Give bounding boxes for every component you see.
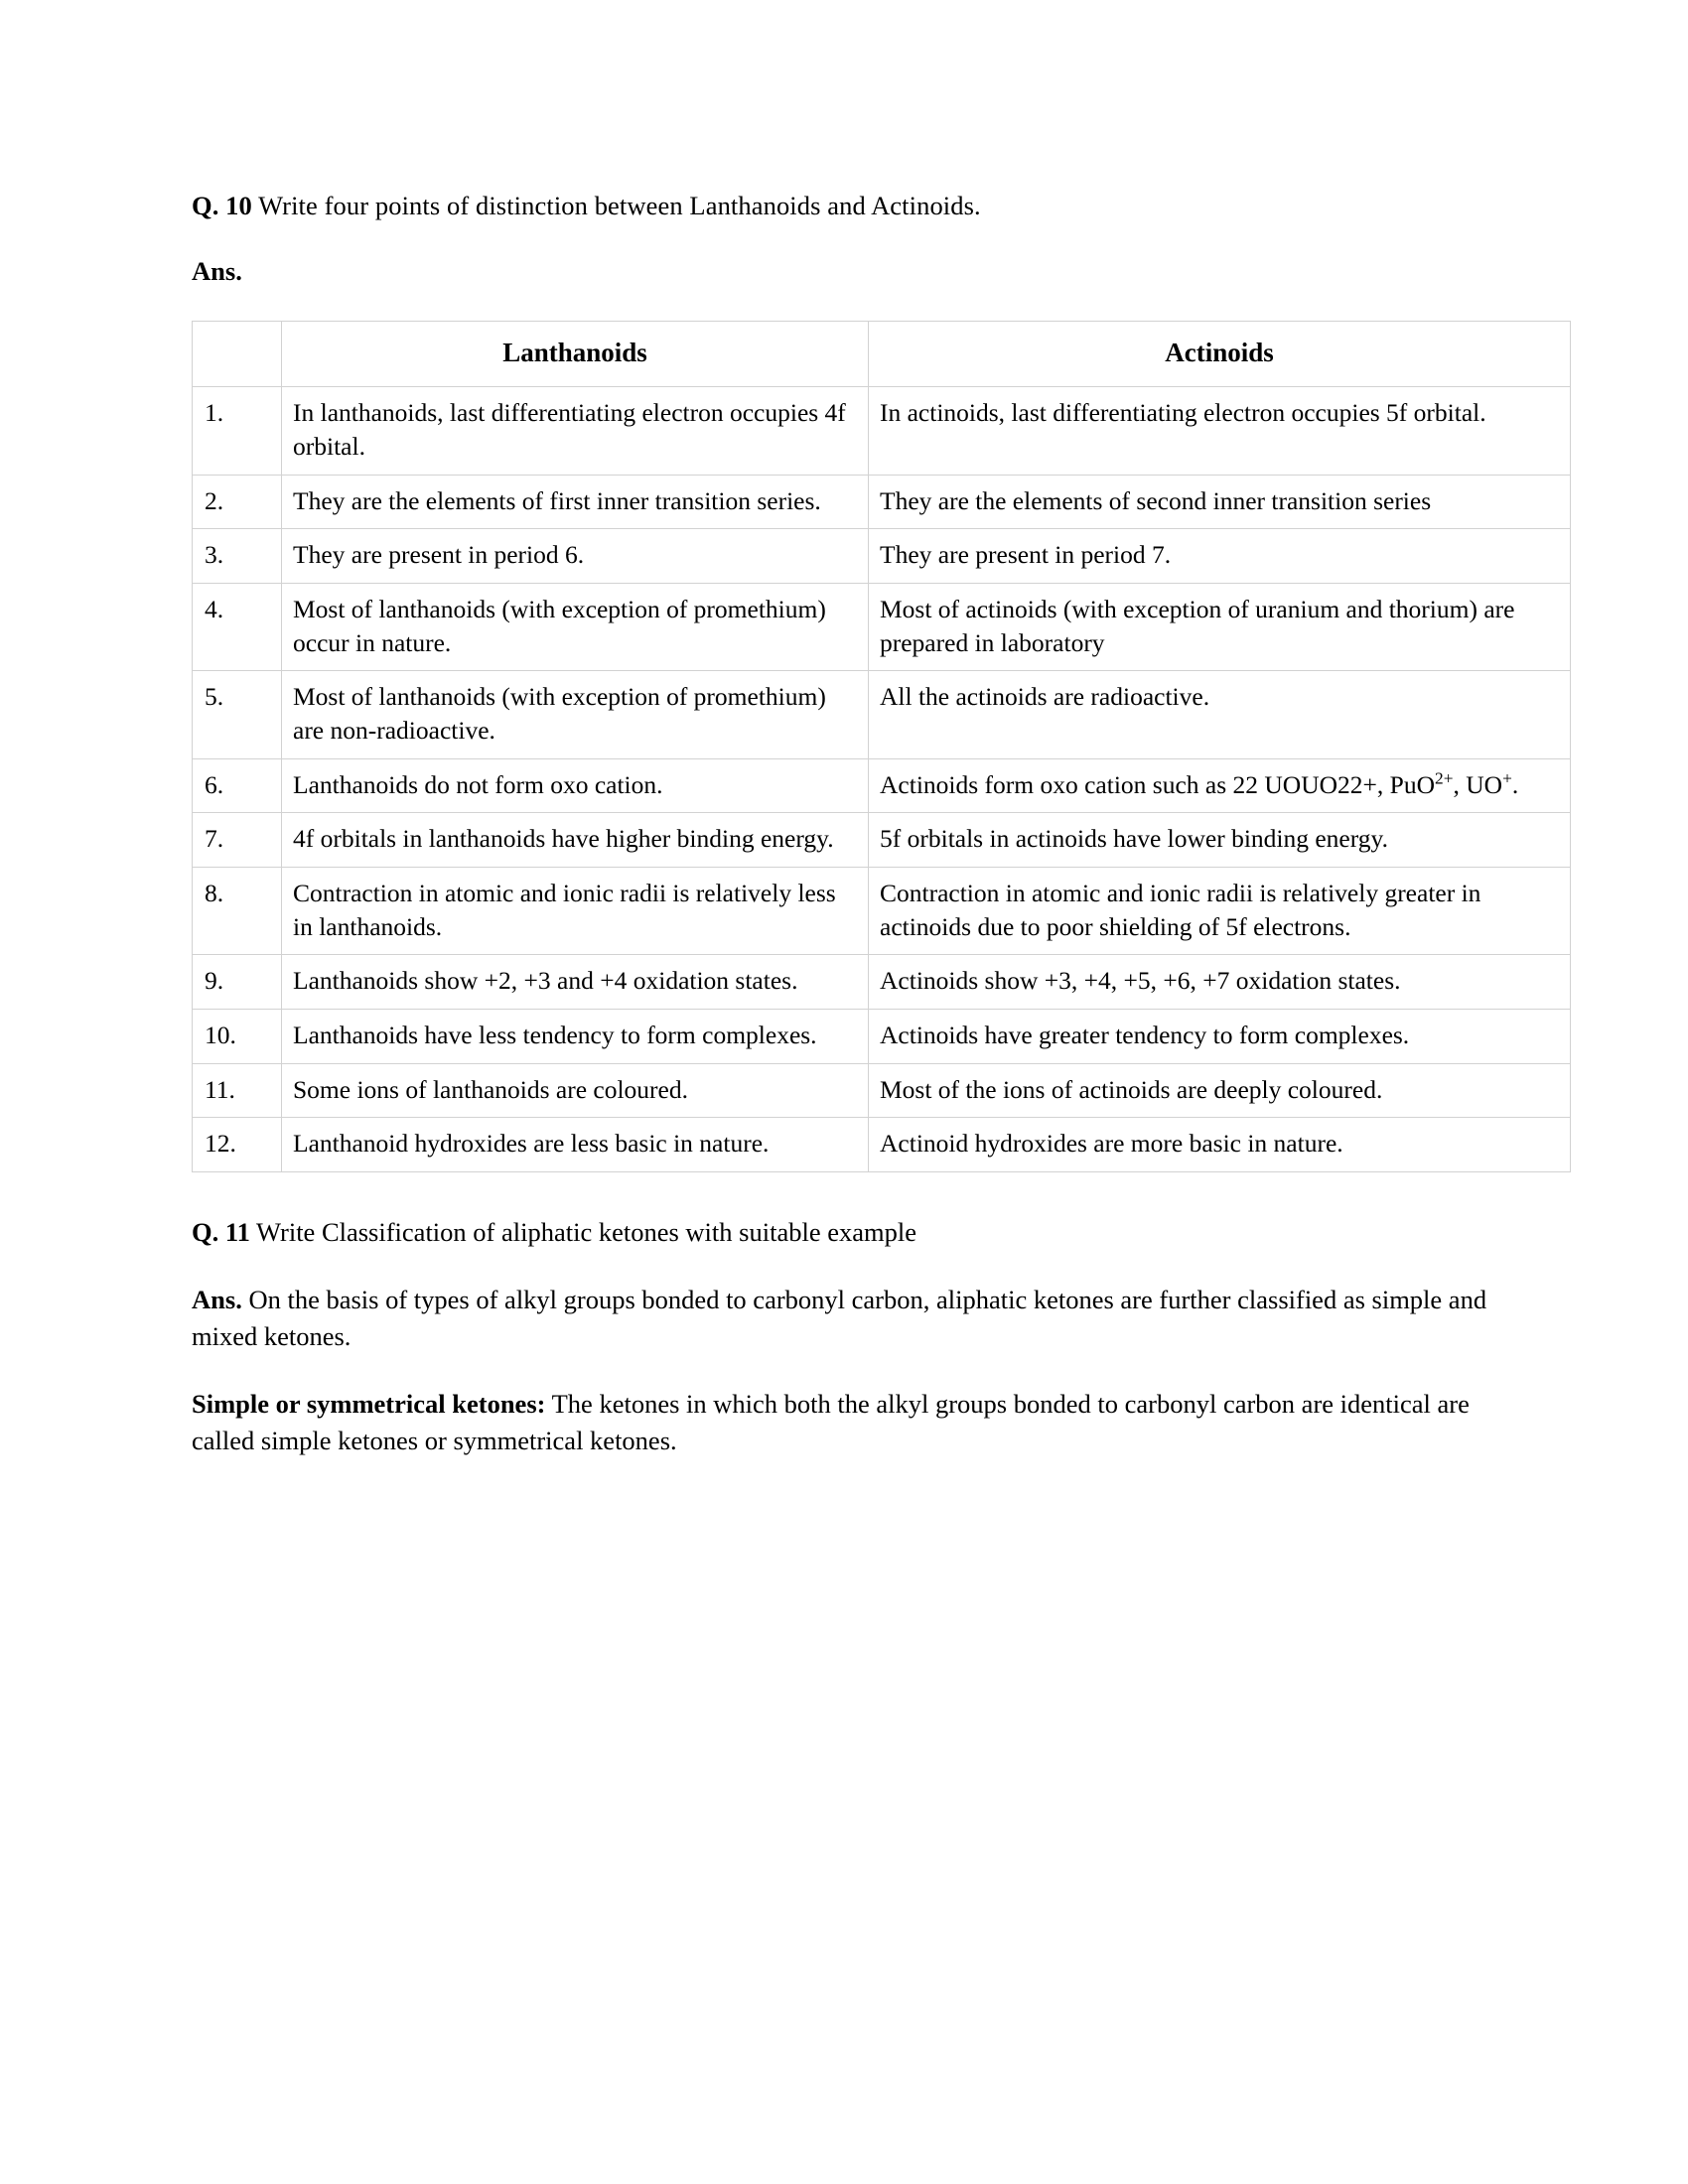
- cell-lanthanoids: They are the elements of first inner transition series.: [282, 475, 869, 529]
- cell-lanthanoids: Lanthanoids show +2, +3 and +4 oxidation states.: [282, 955, 869, 1010]
- cell-actinoids: They are present in period 7.: [869, 529, 1571, 584]
- question-11-text: Write Classification of aliphatic ketones with suitable example: [249, 1216, 916, 1247]
- cell-serial-number: 6.: [193, 758, 282, 813]
- cell-lanthanoids: They are present in period 6.: [282, 529, 869, 584]
- question-11-line: [192, 1214, 1499, 1252]
- cell-serial-number: 9.: [193, 955, 282, 1010]
- table-row: [193, 867, 1571, 954]
- answer-11-paragraph: [192, 1282, 1499, 1356]
- lanthanoids-actinoids-comparison-table: [192, 321, 1571, 1172]
- simple-ketones-text: The ketones in which both the alkyl groups bonded to carbonyl carbon are identical are called simple ketones or symmetrical ketones.: [192, 1388, 1470, 1456]
- cell-serial-number: 11.: [193, 1063, 282, 1118]
- question-10-label: Q. 10: [192, 191, 252, 220]
- table-row: [193, 475, 1571, 529]
- cell-actinoids: Most of the ions of actinoids are deeply coloured.: [869, 1063, 1571, 1118]
- header-serial-number: [193, 321, 282, 387]
- cell-lanthanoids: Most of lanthanoids (with exception of promethium) occur in nature.: [282, 584, 869, 671]
- cell-lanthanoids: Lanthanoids do not form oxo cation.: [282, 758, 869, 813]
- table-row: [193, 1063, 1571, 1118]
- cell-actinoids: Contraction in atomic and ionic radii is relatively greater in actinoids due to poor shielding of 5f electrons.: [869, 867, 1571, 954]
- table-row: [193, 1009, 1571, 1063]
- cell-serial-number: 5.: [193, 671, 282, 758]
- cell-serial-number: 7.: [193, 813, 282, 868]
- table-row: [193, 584, 1571, 671]
- table-row: [193, 955, 1571, 1010]
- cell-serial-number: 3.: [193, 529, 282, 584]
- header-actinoids: Actinoids: [869, 321, 1571, 387]
- answer-10-label: Ans.: [192, 255, 242, 286]
- question-11-section: [192, 1214, 1499, 1460]
- simple-ketones-label: Simple or symmetrical ketones:: [192, 1388, 546, 1419]
- header-lanthanoids: Lanthanoids: [282, 321, 869, 387]
- cell-actinoids: 5f orbitals in actinoids have lower binding energy.: [869, 813, 1571, 868]
- cell-serial-number: 1.: [193, 387, 282, 475]
- cell-lanthanoids: Contraction in atomic and ionic radii is relatively less in lanthanoids.: [282, 867, 869, 954]
- question-10-text: Write four points of distinction between Lanthanoids and Actinoids.: [251, 191, 981, 220]
- cell-actinoids: In actinoids, last differentiating electron occupies 5f orbital.: [869, 387, 1571, 475]
- cell-actinoids: Actinoid hydroxides are more basic in nature.: [869, 1118, 1571, 1172]
- table-body: [193, 387, 1571, 1172]
- cell-lanthanoids: Some ions of lanthanoids are coloured.: [282, 1063, 869, 1118]
- question-11-label: Q. 11: [192, 1216, 250, 1247]
- cell-serial-number: 4.: [193, 584, 282, 671]
- cell-lanthanoids: Lanthanoid hydroxides are less basic in nature.: [282, 1118, 869, 1172]
- cell-serial-number: 10.: [193, 1009, 282, 1063]
- cell-actinoids: Actinoids show +3, +4, +5, +6, +7 oxidation states.: [869, 955, 1571, 1010]
- cell-lanthanoids: 4f orbitals in lanthanoids have higher binding energy.: [282, 813, 869, 868]
- table-row: [193, 529, 1571, 584]
- cell-actinoids: Actinoids have greater tendency to form complexes.: [869, 1009, 1571, 1063]
- table-row: [193, 813, 1571, 868]
- question-10-line: [192, 189, 1499, 224]
- cell-serial-number: 8.: [193, 867, 282, 954]
- answer-11-text: On the basis of types of alkyl groups bonded to carbonyl carbon, aliphatic ketones are further classified as simple and mixed ketones.: [192, 1284, 1487, 1352]
- table-header: [193, 321, 1571, 387]
- cell-actinoids: All the actinoids are radioactive.: [869, 671, 1571, 758]
- cell-actinoids: Most of actinoids (with exception of uranium and thorium) are prepared in laboratory: [869, 584, 1571, 671]
- answer-11-label: Ans.: [192, 1284, 242, 1314]
- simple-ketones-paragraph: [192, 1386, 1499, 1460]
- cell-actinoids: They are the elements of second inner transition series: [869, 475, 1571, 529]
- table-row: [193, 671, 1571, 758]
- table-row: [193, 387, 1571, 475]
- cell-lanthanoids: Most of lanthanoids (with exception of promethium) are non-radioactive.: [282, 671, 869, 758]
- cell-actinoids: Actinoids form oxo cation such as 22 UOUO22+, PuO$^{2+}$, UO+.: [869, 758, 1571, 813]
- table-row: [193, 758, 1571, 813]
- table-header-row: [193, 321, 1571, 387]
- cell-serial-number: 12.: [193, 1118, 282, 1172]
- cell-serial-number: 2.: [193, 475, 282, 529]
- cell-lanthanoids: Lanthanoids have less tendency to form complexes.: [282, 1009, 869, 1063]
- cell-lanthanoids: In lanthanoids, last differentiating electron occupies 4f orbital.: [282, 387, 869, 475]
- table-row: [193, 1118, 1571, 1172]
